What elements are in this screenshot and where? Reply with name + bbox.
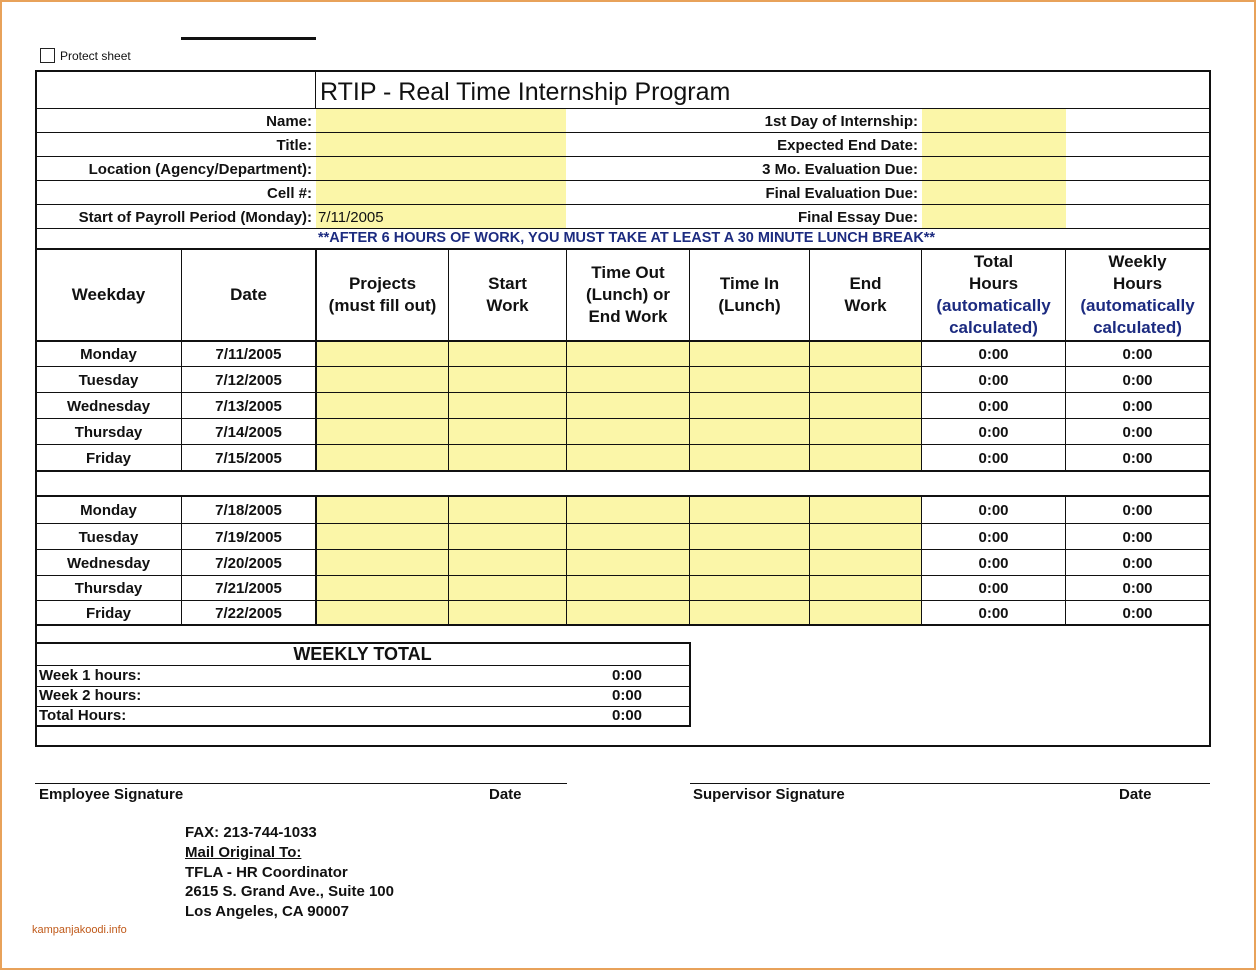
week1-date: 7/11/2005 — [215, 346, 282, 363]
week1-date: 7/13/2005 — [215, 397, 282, 415]
mail-address-line1: TFLA - HR Coordinator — [185, 864, 348, 881]
mail-to-heading: Mail Original To: — [185, 844, 302, 861]
week2-date: 7/19/2005 — [215, 528, 282, 546]
week1-date: 7/15/2005 — [215, 449, 282, 467]
week1-weekly: 0:00 — [1122, 397, 1153, 415]
info-input-first-day[interactable] — [922, 109, 1066, 133]
col-header-total-hours — [922, 250, 1065, 340]
col-header-total-title: Total Hours — [968, 252, 1019, 293]
fax-number: FAX: 213-744-1033 — [185, 824, 317, 841]
info-value-payroll-start: 7/11/2005 — [318, 209, 384, 226]
info-label-final-essay: Final Essay Due: — [797, 209, 918, 226]
week2-total: 0:00 — [978, 604, 1009, 622]
col-header-projects: Projects (must fill out) — [328, 274, 437, 315]
supervisor-date-label: Date — [1119, 786, 1152, 803]
page-title: RTIP - Real Time Internship Program — [320, 78, 731, 106]
info-input-3mo-eval[interactable] — [922, 157, 1066, 181]
watermark: kampanjakoodi.info — [32, 924, 127, 936]
col-header-start-work: Start Work — [486, 274, 529, 315]
info-input-final-eval[interactable] — [922, 181, 1066, 205]
col-header-total-note: (automatically calculated) — [936, 296, 1051, 337]
week2-input-area[interactable] — [316, 496, 922, 624]
weekly-total-label-week2: Week 2 hours: — [39, 687, 142, 704]
week1-day: Wednesday — [66, 397, 151, 415]
info-input-cell[interactable] — [316, 181, 566, 205]
col-header-weekly-hours — [1066, 250, 1209, 340]
week2-weekly: 0:00 — [1122, 501, 1153, 519]
week2-total: 0:00 — [978, 501, 1009, 519]
col-header-weekly-note: (automatically calculated) — [1080, 296, 1195, 337]
week1-weekly: 0:00 — [1122, 449, 1153, 467]
lunch-break-notice: **AFTER 6 HOURS OF WORK, YOU MUST TAKE AT LEAST A 30 MINUTE LUNCH BREAK** — [318, 230, 936, 246]
week2-day: Monday — [80, 501, 137, 519]
mail-address-line2: 2615 S. Grand Ave., Suite 100 — [185, 883, 394, 900]
week2-date: 7/20/2005 — [215, 554, 282, 572]
supervisor-signature-label: Supervisor Signature — [693, 786, 845, 803]
info-label-name: Name: — [266, 113, 312, 130]
weekly-total-value-total: 0:00 — [612, 707, 643, 724]
employee-date-label: Date — [489, 786, 522, 803]
info-input-title[interactable] — [316, 133, 566, 157]
weekly-total-label-total: Total Hours: — [39, 707, 127, 724]
week2-total: 0:00 — [978, 528, 1009, 546]
week2-day: Tuesday — [78, 528, 139, 546]
week1-total: 0:00 — [978, 371, 1009, 389]
week2-day: Wednesday — [66, 554, 151, 572]
info-label-final-eval: Final Evaluation Due: — [765, 185, 918, 202]
week2-weekly: 0:00 — [1122, 554, 1153, 572]
info-label-first-day: 1st Day of Internship: — [764, 113, 918, 130]
week2-date: 7/18/2005 — [215, 501, 282, 519]
week2-day: Friday — [85, 604, 131, 622]
week1-day: Thursday — [74, 423, 143, 441]
col-header-time-out: Time Out (Lunch) or End Work — [585, 263, 671, 326]
info-label-title: Title: — [276, 137, 312, 154]
info-label-location: Location (Agency/Department): — [88, 161, 312, 178]
protect-sheet-checkbox[interactable] — [40, 48, 55, 63]
week1-date: 7/14/2005 — [215, 423, 282, 441]
week1-input-area[interactable] — [316, 341, 922, 470]
employee-signature-line — [35, 783, 567, 784]
week1-day: Friday — [85, 449, 131, 467]
col-header-weekday: Weekday — [71, 285, 146, 304]
info-input-expected-end[interactable] — [922, 133, 1066, 157]
week2-date: 7/22/2005 — [215, 604, 282, 622]
info-input-location[interactable] — [316, 157, 566, 181]
protect-sheet-option[interactable] — [40, 48, 131, 63]
supervisor-signature-line — [690, 783, 1210, 784]
week1-weekly: 0:00 — [1122, 346, 1153, 363]
week2-total: 0:00 — [978, 580, 1009, 597]
week2-date: 7/21/2005 — [215, 580, 282, 597]
info-label-3mo-eval: 3 Mo. Evaluation Due: — [762, 161, 918, 178]
week2-weekly: 0:00 — [1122, 580, 1153, 597]
week1-weekly: 0:00 — [1122, 423, 1153, 441]
week1-total: 0:00 — [978, 423, 1009, 441]
weekly-total-heading: WEEKLY TOTAL — [293, 644, 432, 664]
weekly-total-label-week1: Week 1 hours: — [39, 667, 142, 684]
info-input-name[interactable] — [316, 109, 566, 133]
weekly-total-value-week2: 0:00 — [612, 687, 643, 704]
week2-total: 0:00 — [978, 554, 1009, 572]
week1-total: 0:00 — [978, 397, 1009, 415]
week1-total: 0:00 — [978, 449, 1009, 467]
info-input-final-essay[interactable] — [922, 205, 1066, 229]
week1-weekly: 0:00 — [1122, 371, 1153, 389]
col-header-weekly-title: Weekly Hours — [1108, 252, 1167, 293]
week1-day: Monday — [80, 346, 137, 363]
employee-signature-label: Employee Signature — [39, 786, 184, 803]
info-label-cell: Cell #: — [266, 185, 312, 202]
weekly-total-value-week1: 0:00 — [612, 667, 643, 684]
week2-weekly: 0:00 — [1122, 604, 1153, 622]
col-header-end-work: End Work — [844, 274, 887, 315]
week2-weekly: 0:00 — [1122, 528, 1153, 546]
mail-address-line3: Los Angeles, CA 90007 — [185, 903, 349, 920]
col-header-date: Date — [230, 285, 267, 304]
week1-date: 7/12/2005 — [215, 371, 282, 389]
protect-sheet-label: Protect sheet — [60, 48, 131, 63]
col-header-time-in: Time In (Lunch) — [718, 274, 781, 315]
info-label-expected-end: Expected End Date: — [777, 137, 918, 154]
info-label-payroll-start: Start of Payroll Period (Monday): — [78, 209, 312, 226]
week1-total: 0:00 — [978, 346, 1009, 363]
week1-day: Tuesday — [78, 371, 139, 389]
week2-day: Thursday — [74, 580, 143, 597]
top-decor-line — [181, 37, 316, 40]
